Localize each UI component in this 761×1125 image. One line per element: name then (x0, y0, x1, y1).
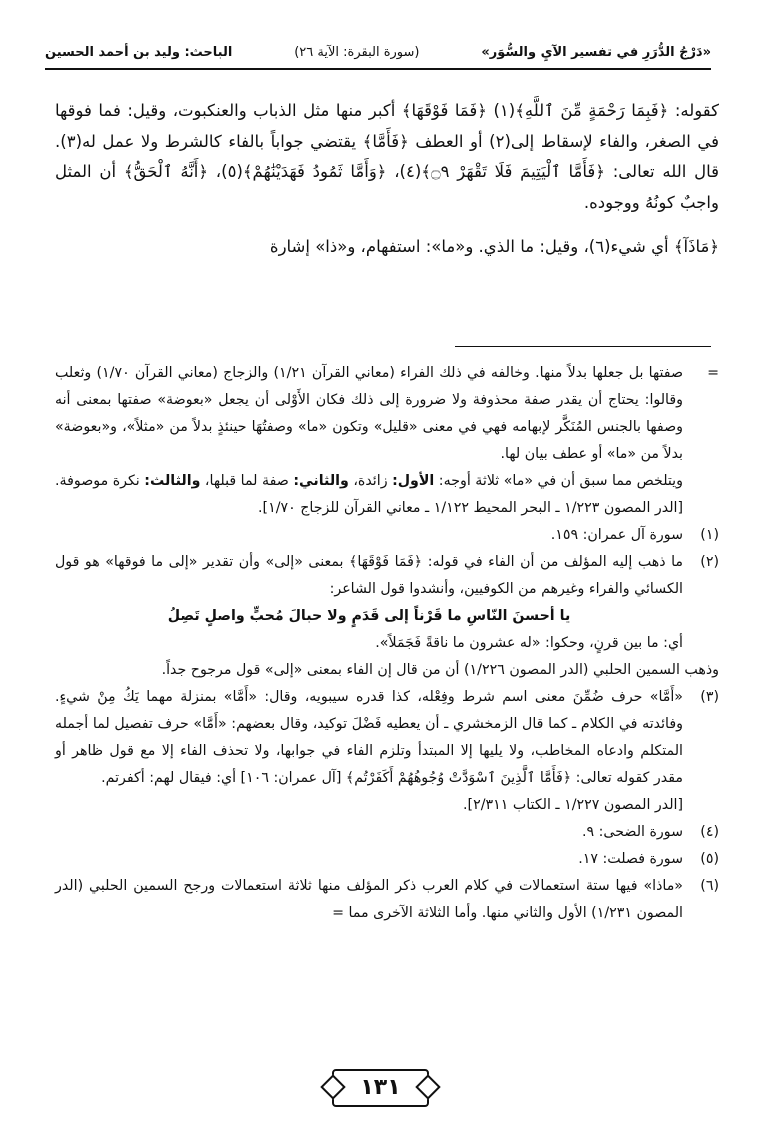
footnote-5 (55, 846, 719, 873)
footnote-6 (55, 873, 719, 927)
main-paragraph: ﴿مَاذَآ﴾ أي شيء(٦)، وقيل: ما الذي. و«ما»: استفهام، و«ذا» إشارة (269, 237, 719, 256)
footnote-2 (55, 549, 719, 657)
footnote-separator (455, 346, 711, 347)
running-header (45, 36, 711, 70)
footnote-text: ما ذهب إليه المؤلف من أن الفاء في قوله: ﴿فَمَا فَوْقَهَا﴾ بمعنى «إلى» وأن تقدير «إلى ما فوقها» هو قول الكسائي والفراء وغيرهم من الكوفيين، وأنشدوا قول الشاعر: (55, 554, 683, 597)
footnote-reference: [الدر المصون ١/٢٢٧ ـ الكتاب ٢/٣١١]. (463, 797, 683, 813)
footnote-summary: ويتلخص مما سبق أن في «ما» ثلاثة أوجه: الأول: زائدة، والثاني: صفة لما قبلها، والثالث: نكرة موصوفة. (54, 473, 683, 489)
footnote-3 (55, 684, 719, 819)
footnote-1 (55, 522, 719, 549)
header-verse-location: (سورة البقرة: الآية ٢٦) (294, 44, 420, 60)
footnote-text: «أَمَّا» حرف ضُمِّنَ معنى اسم شرط وفِعْله، كذا قدره سيبويه، وقال: «أَمَّا» بمنزلة مهما يَكُ مِنْ شيءٍ. وفائدته في الكلام ـ كما قال الزمخشري ـ أن يعطيه فَضْلَ توكيد، وقال بعضهم: «أَمَّا» حرف تفصيل لما أجمله المتكلم وادعاه المخاطب، ولا يليها إلا المبتدأ وتلزم الفاء في جوابها، ولا تحذف الفاء إلا مع قول ظاهر أو مقدر كقوله تعالى: ﴿فَأَمَّا ٱلَّذِينَ ٱسْوَدَّتْ وُجُوهُهُمْ أَكَفَرْتُم﴾ [آل عمران: ١٠٦] أي: فيقال لهم: أكفرتم. (55, 689, 683, 786)
footnote-text: صفتها بل جعلها بدلاً منها. وخالفه في ذلك الفراء (معاني القرآن ١/٢١) والزجاج (معاني القرآن ١/٧٠) وثعلب وقالوا: يحتاج أن يقدر صفة محذوفة ولا ضرورة إلى ذلك فكان الأَوْلى أن يجعل «بعوضة» صفتها بمعنى أنه وصفها بالجنس المُنَكَّر لإبهامه فهي في معنى «قليل» وتكون «ما» وصفتُهَا حينئذٍ بدلاً من «مثلاً»، و«بعوضة» بدلاً من «ما» أو عطف بيان لها. (55, 365, 683, 462)
footnote-text: أي: ما بين قرنٍ، وحكوا: «له عشرون ما ناقةً فَجَمَلاً». (375, 635, 683, 651)
footnotes (55, 360, 719, 927)
main-paragraph: كقوله: ﴿فَبِمَا رَحْمَةٍ مِّنَ ٱللَّهِ﴾(١) ﴿فَمَا فَوْقَهَا﴾ أكبر منها مثل الذباب والعنكبوت، وقيل: فما فوقها في الصغر، والفاء لإسقاط إلى(٢) أو العطف ﴿فَأَمَّا﴾ يقتضي جواباً بالفاء كالشرط ولا عمل له(٣). قال الله تعالى: ﴿فَأَمَّا ٱلْيَتِيمَ فَلَا تَقْهَرْ ۝٩﴾(٤)، ﴿وَأَمَّا ثَمُودُ فَهَدَيْنَٰهُمْ﴾(٥)، ﴿أَنَّهُ ٱلْحَقُّ﴾ أن المثل واجبٌ كونُهُ ووجوده. (55, 101, 719, 212)
footnote-number: (١) (700, 527, 719, 543)
footnote-number: (٦) (700, 878, 719, 894)
footnote-number: (٥) (700, 851, 719, 867)
footnote-text: سورة فصلت: ١٧. (578, 851, 683, 867)
page-number: ١٣١ (332, 1069, 428, 1107)
page-number-ornament (0, 1069, 761, 1107)
poetry-verse: يا أحسنَ النّاسِ ما قَرْناً إلى قَدَمٍ ولا حبالَ مُحبٍّ واصلٍ تَصِلُ (167, 608, 571, 624)
footnote-text: «ماذا» فيها ستة استعمالات في كلام العرب ذكر المؤلف منها ثلاثة استعمالات ورجح السمين الحلبي (الدر المصون ١/٢٣١) الأول والثاني منها. وأما الثلاثة الآخرى مما = (55, 878, 683, 921)
footnote-text: سورة آل عمران: ١٥٩. (550, 527, 683, 543)
main-text (55, 96, 719, 263)
continuation-mark: = (707, 365, 719, 381)
footnote-number: (٤) (700, 824, 719, 840)
footnote-reference: [الدر المصون ١/٢٢٣ ـ البحر المحيط ١/١٢٢ ـ معاني القرآن للزجاج ١/٧٠]. (258, 500, 683, 516)
footnote-continuation (55, 360, 719, 522)
footnote-number: (٢) (700, 554, 719, 570)
footnote-text: وذهب السمين الحلبي (الدر المصون ١/٢٢٦) أن من قال إن الفاء بمعنى «إلى» قول مرجوح جداً. (161, 662, 719, 678)
footnote-4 (55, 819, 719, 846)
header-researcher: الباحث: وليد بن أحمد الحسين (45, 44, 233, 60)
footnote-number: (٣) (700, 689, 719, 705)
footnote-text: سورة الضحى: ٩. (582, 824, 683, 840)
header-book-title: «دَرْجُ الدُّرَرِ في تفسير الآيِ والسُّوَر» (481, 44, 711, 60)
